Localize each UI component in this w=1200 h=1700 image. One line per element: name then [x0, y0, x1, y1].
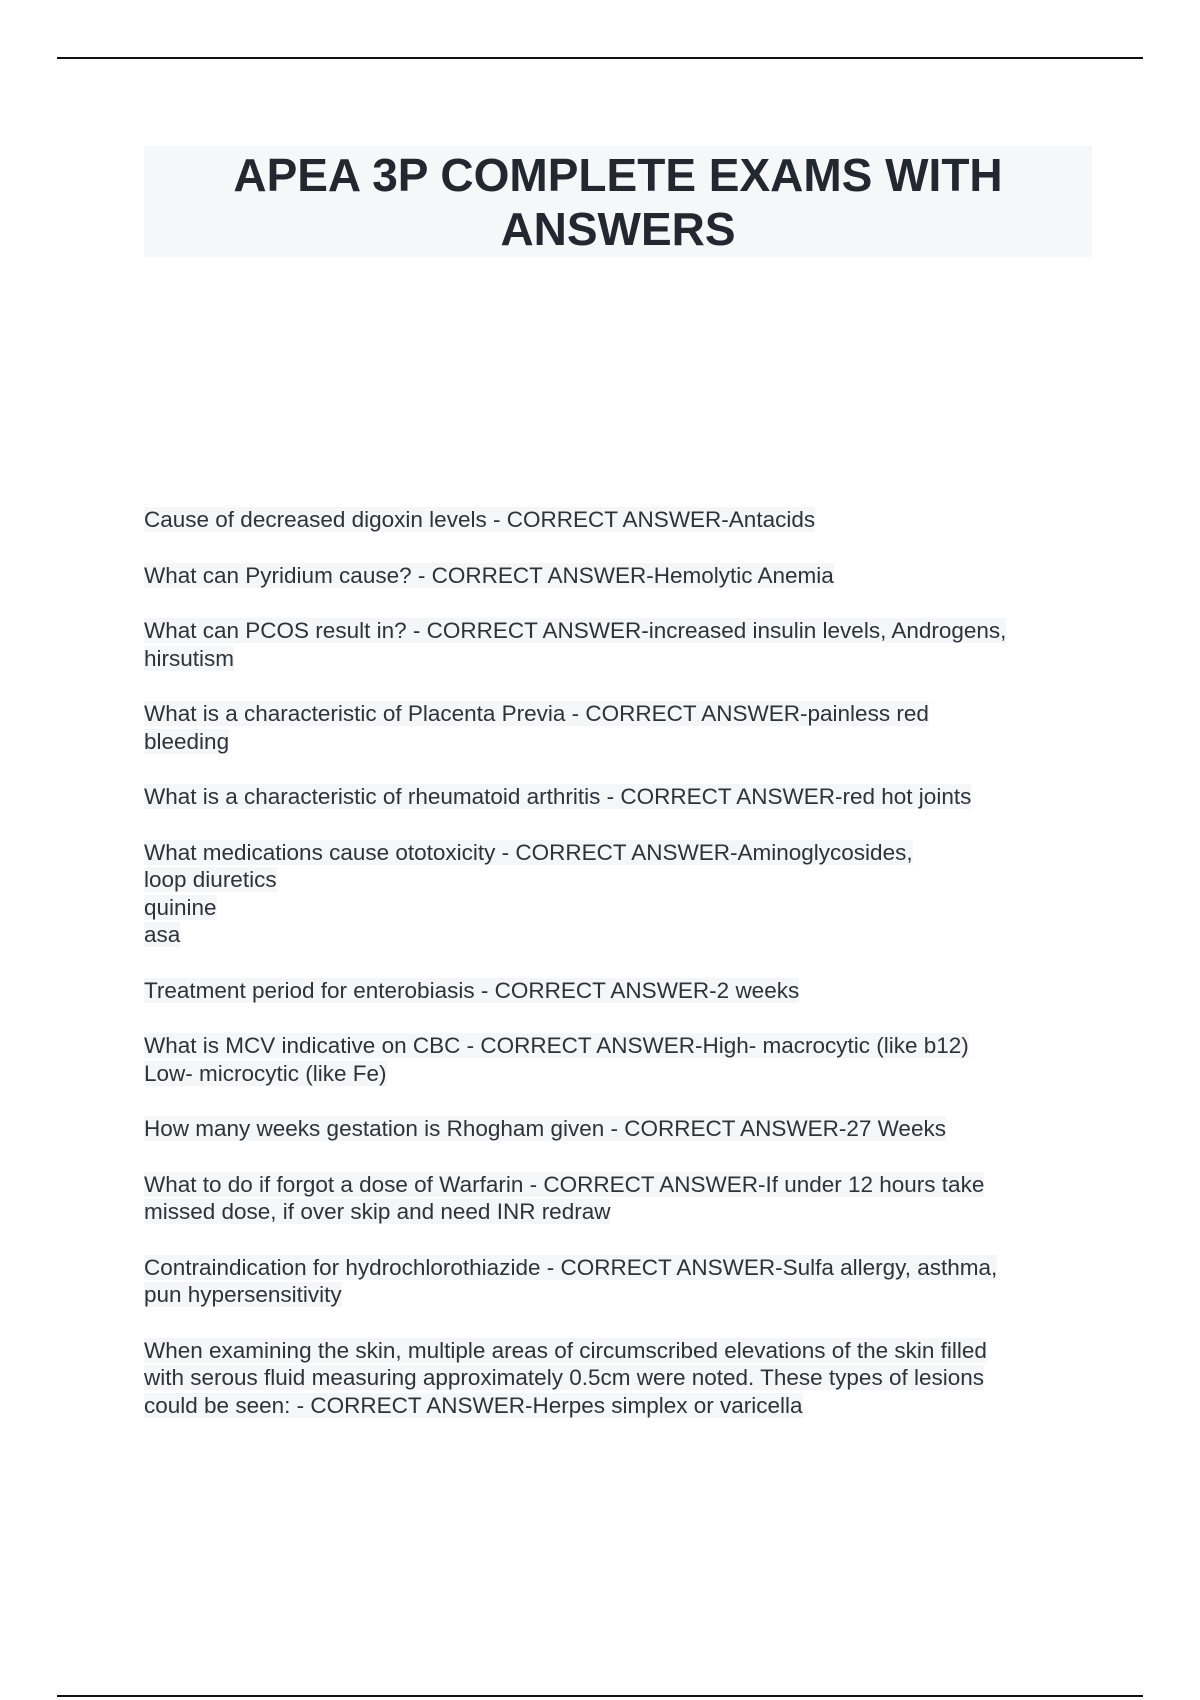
qa-text: Low- microcytic (like Fe) [144, 1060, 387, 1086]
bottom-divider [57, 1695, 1143, 1697]
qa-line [144, 977, 1090, 1005]
qa-text: pun hypersensitivity [144, 1282, 342, 1307]
qa-item [144, 1115, 1090, 1143]
qa-item [144, 1337, 1090, 1420]
qa-line [144, 1115, 1090, 1143]
qa-text: Cause of decreased digoxin levels - CORRECT ANSWER-Antacids [144, 507, 816, 532]
qa-line [144, 617, 1090, 645]
qa-item [144, 977, 1090, 1005]
qa-text: with serous fluid measuring approximately 0.5cm were noted. These types of lesions [144, 1365, 985, 1390]
qa-text: Contraindication for hydrochlorothiazide - CORRECT ANSWER-Sulfa allergy, asthma, [144, 1254, 998, 1280]
qa-item [144, 617, 1090, 672]
qa-item [144, 839, 1090, 949]
qa-list [144, 506, 1090, 1447]
title-banner [144, 146, 1092, 257]
qa-text: How many weeks gestation is Rhogham given - CORRECT ANSWER-27 Weeks [144, 1116, 946, 1141]
qa-text: quinine [144, 894, 217, 920]
qa-line [144, 645, 1090, 673]
qa-text: What is MCV indicative on CBC - CORRECT ANSWER-High- macrocytic (like b12) [144, 1033, 969, 1058]
qa-line [144, 921, 1090, 949]
qa-text: What is a characteristic of Placenta Previa - CORRECT ANSWER-painless red [144, 701, 929, 726]
qa-item [144, 506, 1090, 534]
qa-text: What is a characteristic of rheumatoid arthritis - CORRECT ANSWER-red hot joints [144, 784, 972, 809]
qa-line [144, 1198, 1090, 1226]
qa-text: What to do if forgot a dose of Warfarin - CORRECT ANSWER-If under 12 hours take [144, 1171, 985, 1197]
qa-item [144, 1254, 1090, 1309]
qa-line [144, 1281, 1090, 1309]
qa-text: could be seen: - CORRECT ANSWER-Herpes simplex or varicella [144, 1392, 803, 1418]
qa-line [144, 700, 1090, 728]
qa-text: What can Pyridium cause? - CORRECT ANSWER-Hemolytic Anemia [144, 562, 834, 588]
qa-text: asa [144, 922, 181, 947]
qa-text: What medications cause ototoxicity - CORRECT ANSWER-Aminoglycosides, [144, 839, 913, 865]
top-divider [57, 57, 1143, 59]
qa-line [144, 839, 1090, 867]
qa-item [144, 1171, 1090, 1226]
qa-item [144, 783, 1090, 811]
document-title: APEA 3P COMPLETE EXAMS WITH ANSWERS [233, 148, 1003, 255]
qa-line [144, 1171, 1090, 1199]
qa-line [144, 894, 1090, 922]
qa-line [144, 1254, 1090, 1282]
qa-line [144, 1337, 1090, 1365]
qa-line [144, 866, 1090, 894]
qa-line [144, 1032, 1090, 1060]
qa-line [144, 783, 1090, 811]
qa-text: missed dose, if over skip and need INR redraw [144, 1199, 611, 1224]
qa-item [144, 562, 1090, 590]
qa-text: When examining the skin, multiple areas of circumscribed elevations of the skin filled [144, 1337, 987, 1363]
qa-text: loop diuretics [144, 867, 277, 892]
qa-text: hirsutism [144, 645, 235, 671]
qa-text: Treatment period for enterobiasis - CORRECT ANSWER-2 weeks [144, 977, 800, 1003]
qa-item [144, 700, 1090, 755]
qa-text: What can PCOS result in? - CORRECT ANSWER-increased insulin levels, Androgens, [144, 618, 1007, 643]
qa-line [144, 1060, 1090, 1088]
qa-line [144, 728, 1090, 756]
qa-item [144, 1032, 1090, 1087]
qa-line [144, 562, 1090, 590]
qa-line [144, 1364, 1090, 1392]
qa-text: bleeding [144, 728, 230, 754]
qa-line [144, 506, 1090, 534]
qa-line [144, 1392, 1090, 1420]
